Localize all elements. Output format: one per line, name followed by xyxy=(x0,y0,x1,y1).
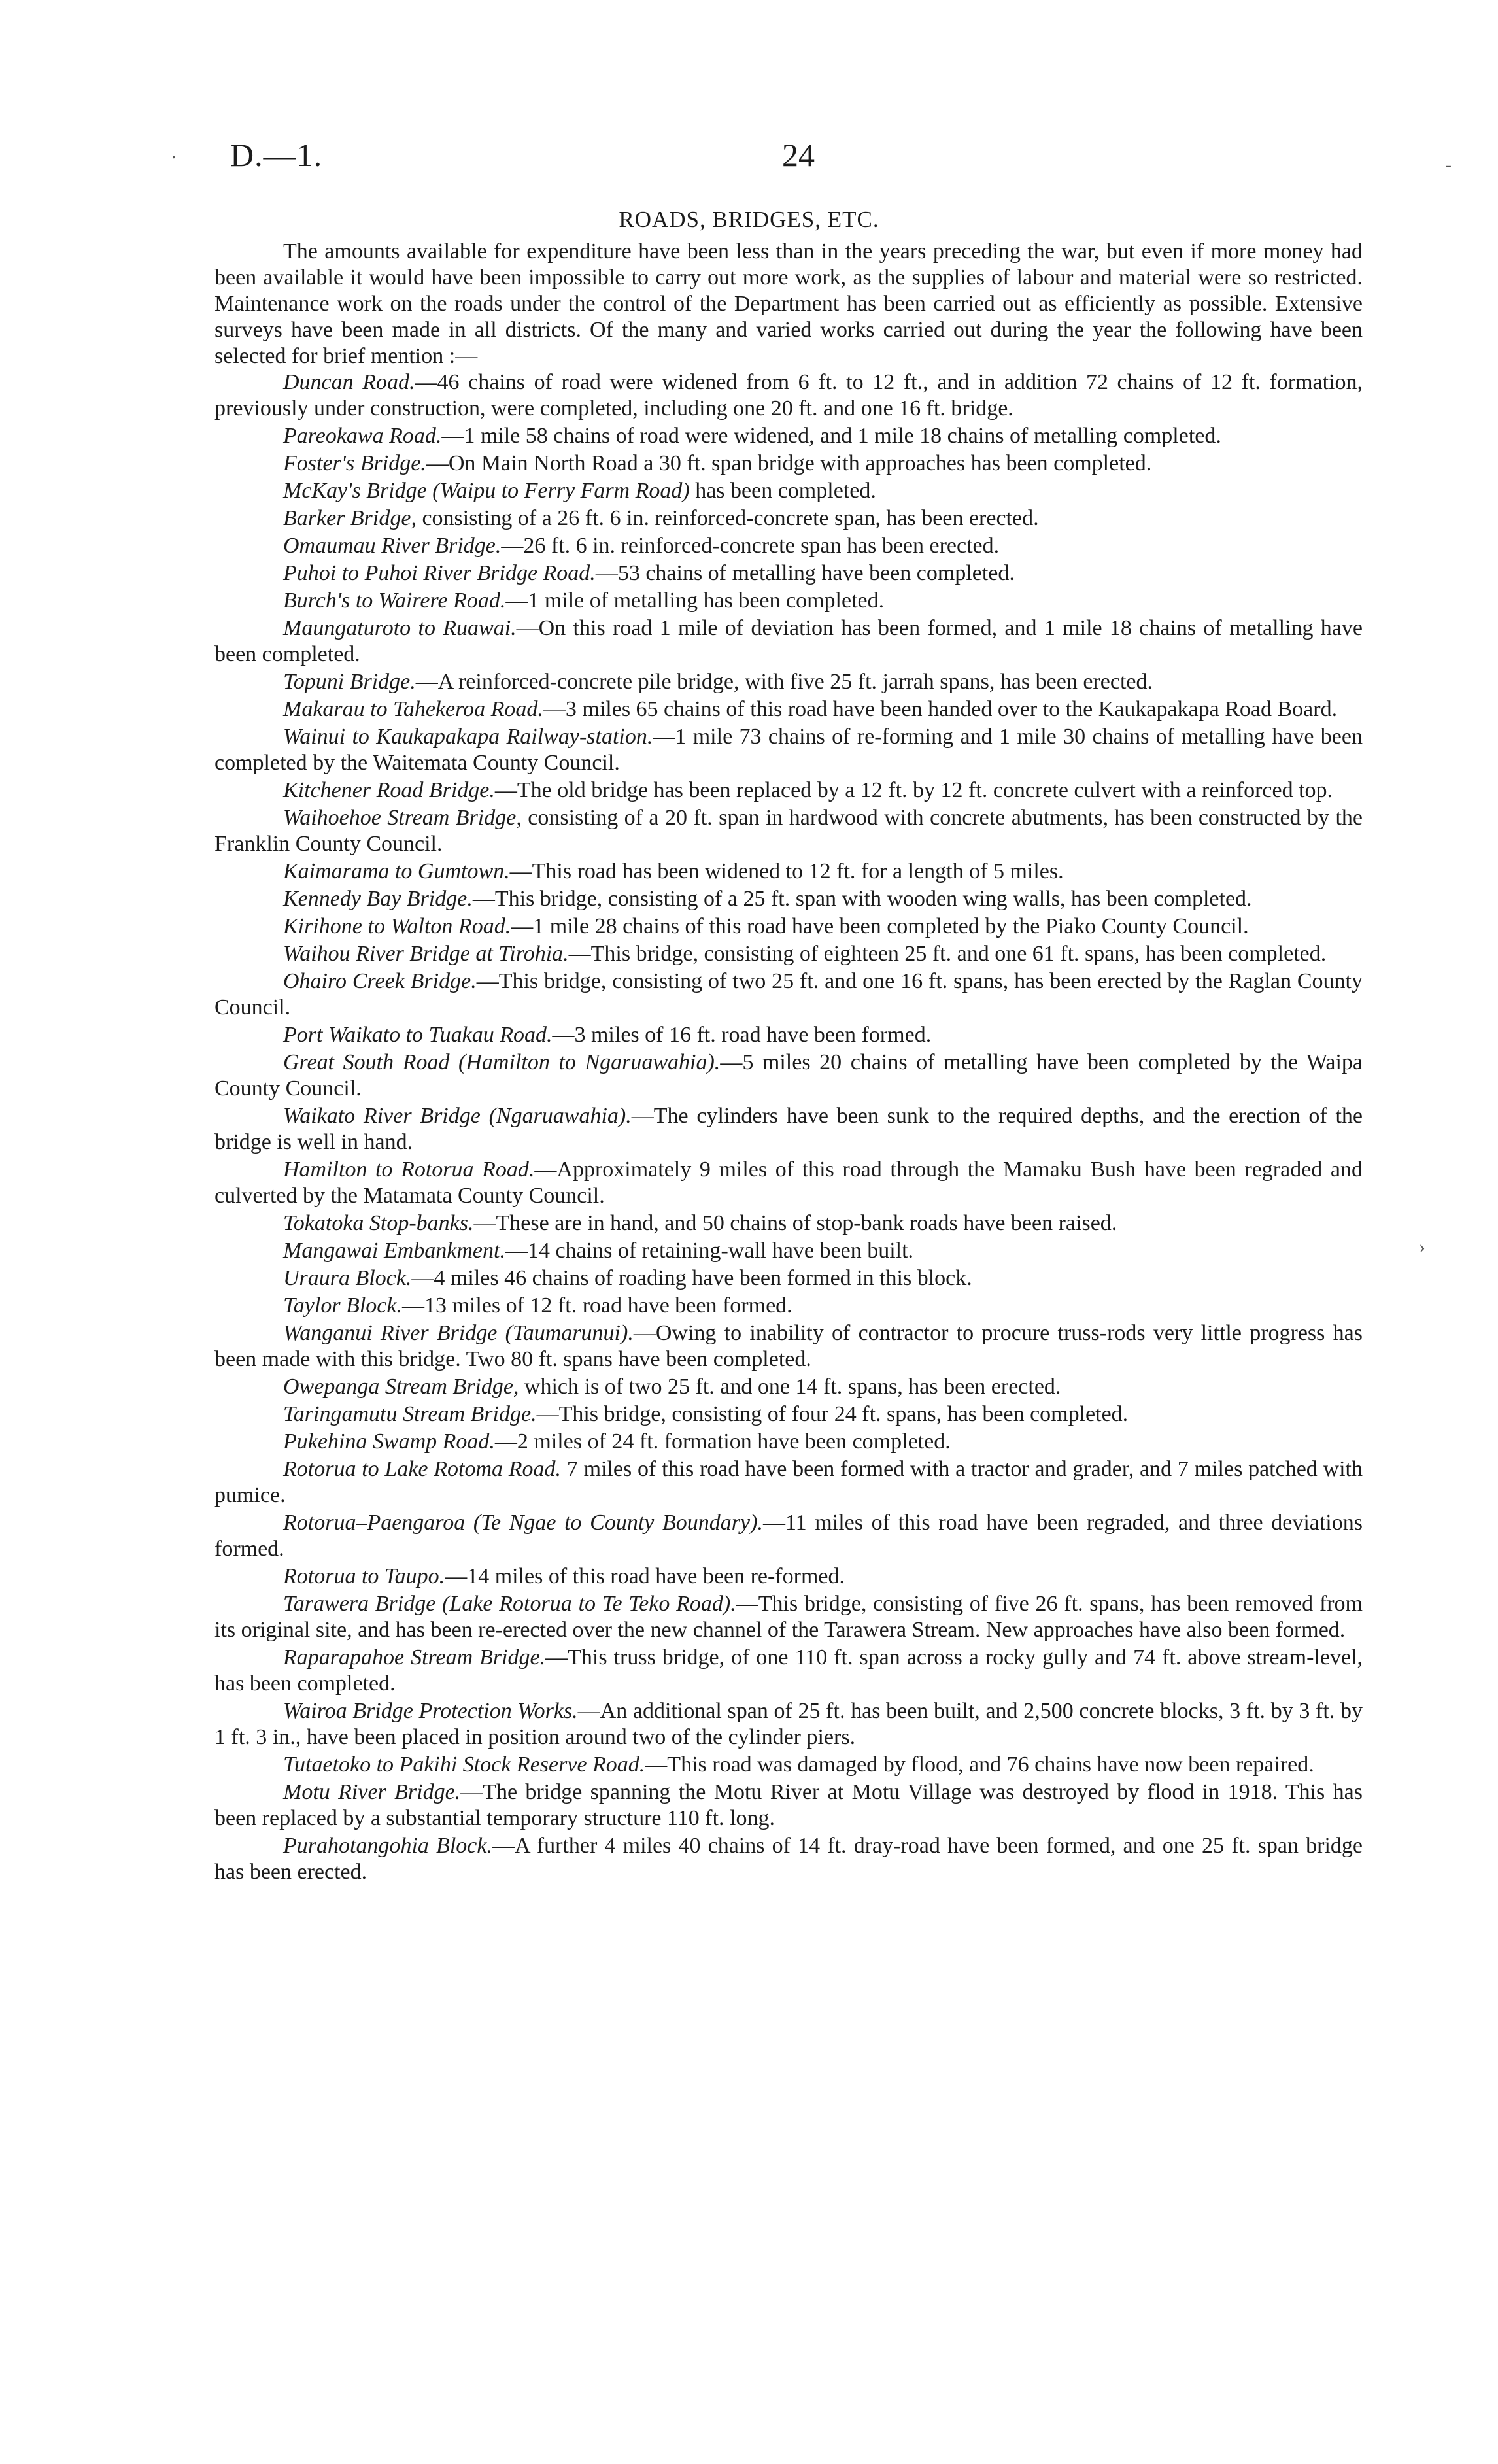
entry-text: —This bridge, consisting of eighteen 25 ft. and one 61 ft. spans, has been completed. xyxy=(568,942,1327,966)
works-entry xyxy=(214,1320,1363,1373)
entry-text: —3 miles 65 chains of this road have been handed over to the Kaukapakapa Road Board. xyxy=(543,697,1338,721)
works-entry xyxy=(214,533,1363,559)
entry-text: —1 mile of metalling has been completed. xyxy=(505,589,885,613)
margin-tick: › xyxy=(1419,1236,1425,1258)
works-entry xyxy=(214,1429,1363,1455)
entry-text: —This bridge, consisting of four 24 ft. spans, has been completed. xyxy=(536,1402,1129,1426)
entry-text: —This road was damaged by flood, and 76 chains have now been repaired. xyxy=(645,1753,1314,1777)
entry-heading: Motu River Bridge. xyxy=(283,1780,461,1804)
entry-text: —The cylinders have been sunk to the required depths, and the erection of the bridge is well in hand. xyxy=(214,1104,1363,1154)
entry-heading: Foster's Bridge. xyxy=(283,451,426,475)
works-entry xyxy=(214,1645,1363,1697)
works-entry xyxy=(214,1833,1363,1885)
entry-heading: Tokatoka Stop-banks. xyxy=(283,1211,474,1235)
margin-tick: - xyxy=(1445,154,1452,176)
entry-heading: Topuni Bridge. xyxy=(283,670,416,694)
entry-text: —2 miles of 24 ft. formation have been completed. xyxy=(494,1429,951,1454)
works-entry xyxy=(214,805,1363,857)
intro-paragraph: The amounts available for expenditure have been less than in the years preceding the war, but even if more money had been available it would have been impossible to carry out more work, as the supplies of labour and material were so restricted. Maintenance work on the roads under the control of the Department has been carried out as efficiently as possible. Extensive surveys have been made in all districts. Of the many and varied works carried out during the year the following have been selected for brief mention :— xyxy=(214,239,1363,368)
works-entry xyxy=(214,1779,1363,1832)
entry-heading: Waihou River Bridge at Tirohia. xyxy=(283,942,569,966)
margin-dot: . xyxy=(171,141,177,163)
entry-text: which is of two 25 ft. and one 14 ft. spans, has been erected. xyxy=(519,1375,1061,1399)
entry-heading: Taylor Block. xyxy=(283,1293,402,1318)
entry-text: 7 miles of this road have been formed with a tractor and grader, and 7 miles patched with pumice. xyxy=(214,1457,1363,1507)
entry-text: consisting of a 20 ft. span in hardwood with concrete abutments, has been constructed by the Franklin County Council. xyxy=(214,806,1363,856)
works-entry xyxy=(214,941,1363,967)
entry-text: —46 chains of road were widened from 6 ft. to 12 ft., and in addition 72 chains of 12 ft. formation, previously under construction, were completed, including one 20 ft. and one 16 ft. bridge. xyxy=(214,370,1363,420)
entry-heading: Port Waikato to Tuakau Road. xyxy=(283,1023,553,1047)
works-entry xyxy=(214,968,1363,1021)
entry-text: —14 miles of this road have been re-formed. xyxy=(445,1564,845,1588)
entry-heading: Tarawera Bridge (Lake Rotorua to Te Teko Road). xyxy=(283,1592,736,1616)
entry-text: —An additional span of 25 ft. has been built, and 2,500 concrete blocks, 3 ft. by 3 ft. by 1 ft. 3 in., have been placed in position around two of the cylinder piers. xyxy=(214,1699,1363,1749)
entry-heading: Waihoehoe Stream Bridge, xyxy=(283,806,522,830)
entry-heading: Hamilton to Rotorua Road. xyxy=(283,1157,535,1182)
entry-heading: Puhoi to Puhoi River Bridge Road. xyxy=(283,561,596,585)
entry-heading: Waikato River Bridge (Ngaruawahia). xyxy=(283,1104,632,1128)
entry-text: —A further 4 miles 40 chains of 14 ft. dray-road have been formed, and one 25 ft. span bridge has been erected. xyxy=(214,1834,1363,1884)
works-entry xyxy=(214,423,1363,449)
entry-text: —On this road 1 mile of deviation has been formed, and 1 mile 18 chains of metalling have been completed. xyxy=(214,616,1363,666)
works-entry xyxy=(214,1698,1363,1751)
entry-text: —1 mile 28 chains of this road have been completed by the Piako County Council. xyxy=(511,914,1249,938)
entry-heading: Owepanga Stream Bridge, xyxy=(283,1375,519,1399)
entry-text: —On Main North Road a 30 ft. span bridge with approaches has been completed. xyxy=(426,451,1152,475)
works-entry xyxy=(214,1050,1363,1102)
entry-heading: Uraura Block. xyxy=(283,1266,412,1290)
entry-heading: Wairoa Bridge Protection Works. xyxy=(283,1699,578,1723)
entry-heading: Kirihone to Walton Road. xyxy=(283,914,511,938)
entry-text: —13 miles of 12 ft. road have been formed. xyxy=(401,1293,792,1318)
works-entry xyxy=(214,724,1363,776)
works-entry xyxy=(214,914,1363,940)
entry-heading: Rotorua–Paengaroa (Te Ngae to County Boundary). xyxy=(283,1511,763,1535)
entry-heading: Rotorua to Taupo. xyxy=(283,1564,445,1588)
entry-text: —14 chains of retaining-wall have been built. xyxy=(505,1239,914,1263)
works-entry xyxy=(214,1157,1363,1209)
works-entry xyxy=(214,1752,1363,1778)
works-entry xyxy=(214,1591,1363,1643)
entry-text: —53 chains of metalling have been completed. xyxy=(595,561,1015,585)
entry-heading: Taringamutu Stream Bridge. xyxy=(283,1402,537,1426)
works-entry xyxy=(214,615,1363,668)
entry-heading: Wanganui River Bridge (Taumarunui). xyxy=(283,1321,634,1345)
entry-heading: Raparapahoe Stream Bridge. xyxy=(283,1645,546,1669)
works-entry xyxy=(214,778,1363,804)
entry-heading: Pareokawa Road. xyxy=(283,424,442,448)
entry-text: —The old bridge has been replaced by a 12 ft. by 12 ft. concrete culvert with a reinforced top. xyxy=(494,778,1333,802)
entry-heading: Makarau to Tahekeroa Road. xyxy=(283,697,543,721)
entry-text: consisting of a 26 ft. 6 in. reinforced-concrete span, has been erected. xyxy=(416,506,1039,530)
entry-text: —11 miles of this road have been regraded, and three deviations formed. xyxy=(214,1511,1363,1561)
page-number: 24 xyxy=(782,137,815,173)
works-entry xyxy=(214,560,1363,587)
works-entry xyxy=(214,1103,1363,1155)
entry-text: —Owing to inability of contractor to procure truss-rods very little progress has been made with this bridge. Two 80 ft. spans have been completed. xyxy=(214,1321,1363,1371)
works-entry xyxy=(214,1210,1363,1237)
entry-heading: Purahotangohia Block. xyxy=(283,1834,492,1858)
entry-heading: Kitchener Road Bridge. xyxy=(283,778,495,802)
works-entry xyxy=(214,1265,1363,1292)
body-text xyxy=(214,239,1363,1887)
entry-text: —This bridge, consisting of five 26 ft. spans, has been removed from its original site, and has been re-erected over the new channel of the Tarawera Stream. New approaches have also been formed. xyxy=(214,1592,1363,1642)
works-entry xyxy=(214,1564,1363,1590)
works-entry xyxy=(214,1374,1363,1400)
works-entry xyxy=(214,369,1363,422)
entry-text: —26 ft. 6 in. reinforced-concrete span has been erected. xyxy=(501,534,1000,558)
entry-text: —1 mile 73 chains of re-forming and 1 mile 30 chains of metalling have been completed by the Waitemata County Council. xyxy=(214,725,1363,775)
entry-heading: Mangawai Embankment. xyxy=(283,1239,505,1263)
entry-heading: Duncan Road. xyxy=(283,370,415,394)
works-entry xyxy=(214,1238,1363,1264)
entry-text: —The bridge spanning the Motu River at Motu Village was destroyed by flood in 1918. This has been replaced by a substantial temporary structure 110 ft. long. xyxy=(214,1780,1363,1830)
works-entry xyxy=(214,1022,1363,1048)
entry-text: —This road has been widened to 12 ft. for a length of 5 miles. xyxy=(509,859,1064,883)
entry-text: —5 miles 20 chains of metalling have been completed by the Waipa County Council. xyxy=(214,1050,1363,1101)
entry-heading: Kennedy Bay Bridge. xyxy=(283,887,473,911)
entry-text: —A reinforced-concrete pile bridge, with five 25 ft. jarrah spans, has been erected. xyxy=(415,670,1153,694)
section-title: ROADS, BRIDGES, ETC. xyxy=(619,207,879,232)
entry-heading: McKay's Bridge (Waipu to Ferry Farm Road) xyxy=(283,479,690,503)
works-entry xyxy=(214,588,1363,614)
works-entry xyxy=(214,451,1363,477)
entry-text: has been completed. xyxy=(689,479,876,503)
entry-text: —Approximately 9 miles of this road through the Mamaku Bush have been regraded and culverted by the Matamata County Council. xyxy=(214,1157,1363,1208)
entry-text: —4 miles 46 chains of roading have been formed in this block. xyxy=(411,1266,972,1290)
entry-heading: Burch's to Wairere Road. xyxy=(283,589,506,613)
works-entry xyxy=(214,696,1363,723)
entry-heading: Kaimarama to Gumtown. xyxy=(283,859,510,883)
entry-heading: Omaumau River Bridge. xyxy=(283,534,502,558)
entry-heading: Barker Bridge, xyxy=(283,506,417,530)
works-entry xyxy=(214,505,1363,532)
works-entry xyxy=(214,1456,1363,1509)
works-entry xyxy=(214,1293,1363,1319)
works-entry xyxy=(214,1401,1363,1428)
entry-text: —1 mile 58 chains of road were widened, and 1 mile 18 chains of metalling completed. xyxy=(441,424,1221,448)
entry-heading: Rotorua to Lake Rotoma Road. xyxy=(283,1457,562,1481)
entry-text: —This truss bridge, of one 110 ft. span across a rocky gully and 74 ft. above stream-level, has been completed. xyxy=(214,1645,1363,1696)
works-entry xyxy=(214,1510,1363,1562)
works-entry xyxy=(214,478,1363,504)
works-entry xyxy=(214,669,1363,695)
document-reference: D.—1. xyxy=(230,137,323,173)
entry-heading: Maungaturoto to Ruawai. xyxy=(283,616,517,640)
entry-text: —This bridge, consisting of two 25 ft. and one 16 ft. spans, has been erected by the Raglan County Council. xyxy=(214,969,1363,1019)
works-list xyxy=(214,369,1363,1885)
entry-text: —This bridge, consisting of a 25 ft. span with wooden wing walls, has been completed. xyxy=(472,887,1252,911)
works-entry xyxy=(214,859,1363,885)
entry-text: —These are in hand, and 50 chains of stop-bank roads have been raised. xyxy=(473,1211,1117,1235)
entry-text: —3 miles of 16 ft. road have been formed. xyxy=(552,1023,932,1047)
entry-heading: Ohairo Creek Bridge. xyxy=(283,969,477,993)
entry-heading: Great South Road (Hamilton to Ngaruawahia). xyxy=(283,1050,721,1074)
entry-heading: Pukehina Swamp Road. xyxy=(283,1429,495,1454)
entry-heading: Tutaetoko to Pakihi Stock Reserve Road. xyxy=(283,1753,645,1777)
entry-heading: Wainui to Kaukapakapa Railway-station. xyxy=(283,725,653,749)
works-entry xyxy=(214,886,1363,912)
